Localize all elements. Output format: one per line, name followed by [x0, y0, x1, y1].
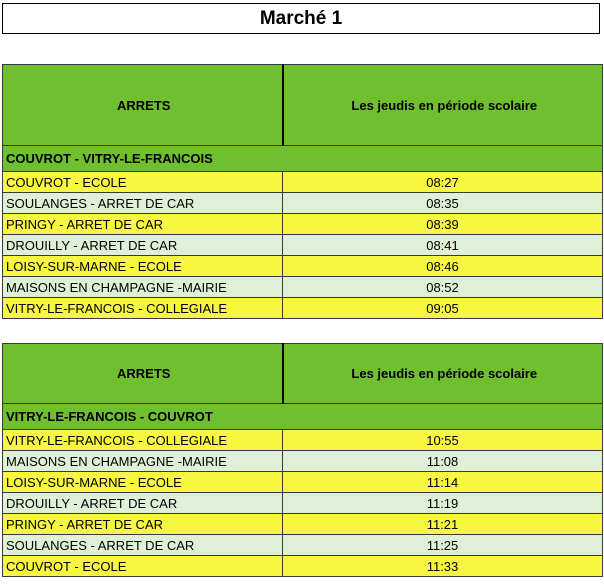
- route-title: VITRY-LE-FRANCOIS - COUVROT: [3, 404, 603, 430]
- stop-name: MAISONS EN CHAMPAGNE -MAIRIE: [3, 277, 283, 298]
- stop-time: 10:55: [283, 430, 603, 451]
- stop-name: DROUILLY - ARRET DE CAR: [3, 235, 283, 256]
- stop-name: MAISONS EN CHAMPAGNE -MAIRIE: [3, 451, 283, 472]
- table-row: [3, 430, 603, 451]
- stop-time: 11:19: [283, 493, 603, 514]
- stop-name: SOULANGES - ARRET DE CAR: [3, 535, 283, 556]
- stop-name: COUVROT - ECOLE: [3, 556, 283, 577]
- stop-name: VITRY-LE-FRANCOIS - COLLEGIALE: [3, 298, 283, 319]
- stop-time: 08:46: [283, 256, 603, 277]
- stop-name: SOULANGES - ARRET DE CAR: [3, 193, 283, 214]
- stop-name: VITRY-LE-FRANCOIS - COLLEGIALE: [3, 430, 283, 451]
- stop-time: 11:25: [283, 535, 603, 556]
- table-row: [3, 535, 603, 556]
- table-row: [3, 472, 603, 493]
- table-row: [3, 235, 603, 256]
- stop-time: 08:52: [283, 277, 603, 298]
- table-row: [3, 172, 603, 193]
- route-title: COUVROT - VITRY-LE-FRANCOIS: [3, 146, 603, 172]
- stop-time: 11:08: [283, 451, 603, 472]
- schedule-table-outbound: [2, 64, 603, 319]
- stop-time: 11:33: [283, 556, 603, 577]
- column-header-times: Les jeudis en période scolaire: [283, 344, 603, 404]
- table-row: [3, 277, 603, 298]
- stop-time: 11:14: [283, 472, 603, 493]
- stop-time: 08:35: [283, 193, 603, 214]
- stop-time: 09:05: [283, 298, 603, 319]
- table-row: [3, 193, 603, 214]
- table-header-row: [3, 65, 603, 146]
- table-row: [3, 493, 603, 514]
- stop-time: 08:39: [283, 214, 603, 235]
- stop-name: LOISY-SUR-MARNE - ECOLE: [3, 472, 283, 493]
- stop-name: DROUILLY - ARRET DE CAR: [3, 493, 283, 514]
- stop-name: LOISY-SUR-MARNE - ECOLE: [3, 256, 283, 277]
- route-header-row: [3, 404, 603, 430]
- table-row: [3, 256, 603, 277]
- table-row: [3, 214, 603, 235]
- table-header-row: [3, 344, 603, 404]
- stop-time: 11:21: [283, 514, 603, 535]
- page-title: Marché 1: [2, 3, 600, 34]
- stop-time: 08:41: [283, 235, 603, 256]
- table-row: [3, 451, 603, 472]
- table-row: [3, 298, 603, 319]
- schedule-table-return: [2, 343, 603, 577]
- column-header-stops: ARRETS: [3, 65, 283, 146]
- table-row: [3, 556, 603, 577]
- table-row: [3, 514, 603, 535]
- stop-time: 08:27: [283, 172, 603, 193]
- stop-name: COUVROT - ECOLE: [3, 172, 283, 193]
- column-header-stops: ARRETS: [3, 344, 283, 404]
- column-header-times: Les jeudis en période scolaire: [283, 65, 603, 146]
- stop-name: PRINGY - ARRET DE CAR: [3, 214, 283, 235]
- route-header-row: [3, 146, 603, 172]
- stop-name: PRINGY - ARRET DE CAR: [3, 514, 283, 535]
